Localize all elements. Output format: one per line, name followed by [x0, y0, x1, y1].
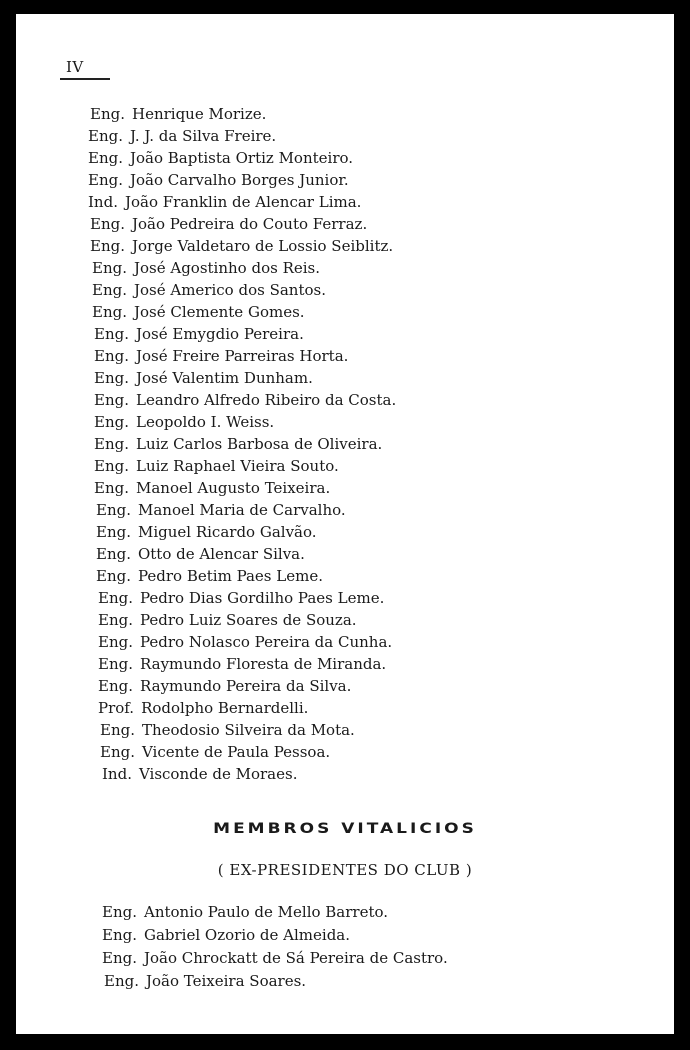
member-name: José Emygdio Pereira.: [135, 325, 304, 343]
list-item: [94, 412, 274, 432]
member-title: Eng.: [92, 281, 127, 299]
member-title: Eng.: [94, 413, 129, 431]
member-title: Eng.: [100, 721, 135, 739]
list-item: [90, 236, 393, 256]
member-title: Eng.: [96, 501, 131, 519]
member-title: Eng.: [102, 903, 137, 921]
member-title: Eng.: [98, 677, 133, 695]
member-title: Eng.: [96, 523, 131, 541]
member-title: Ind.: [102, 765, 132, 783]
member-title: Eng.: [96, 567, 131, 585]
list-item: [98, 588, 384, 608]
list-item: [96, 522, 317, 542]
list-item: [98, 654, 386, 674]
list-item: [94, 324, 304, 344]
member-name: Manoel Augusto Teixeira.: [135, 479, 331, 497]
member-title: Eng.: [98, 655, 133, 673]
list-item: [88, 170, 349, 190]
member-title: Eng.: [92, 303, 127, 321]
member-name: José Americo dos Santos.: [133, 281, 326, 299]
list-item: [94, 390, 396, 410]
list-item: [96, 544, 305, 564]
list-item: [88, 192, 361, 212]
member-name: Otto de Alencar Silva.: [137, 545, 305, 563]
member-name: Raymundo Pereira da Silva.: [139, 677, 352, 695]
list-item: [88, 148, 353, 168]
list-item: [92, 258, 320, 278]
member-title: Eng.: [90, 105, 125, 123]
list-item: [94, 434, 382, 454]
member-name: Theodosio Silveira da Mota.: [141, 721, 355, 739]
member-title: Eng.: [94, 347, 129, 365]
member-name: João Chrockatt de Sá Pereira de Castro.: [143, 949, 448, 967]
member-title: Eng.: [88, 127, 123, 145]
list-item: [90, 214, 367, 234]
list-item: [90, 104, 266, 124]
page-number-rule: [60, 78, 110, 80]
member-title: Eng.: [102, 926, 137, 944]
member-title: Eng.: [98, 589, 133, 607]
member-name: João Carvalho Borges Junior.: [129, 171, 349, 189]
member-title: Eng.: [98, 611, 133, 629]
member-name: João Pedreira do Couto Ferraz.: [131, 215, 368, 233]
member-name: Jorge Valdetaro de Lossio Seiblitz.: [131, 237, 394, 255]
list-item: [102, 764, 297, 784]
member-name: João Baptista Ortiz Monteiro.: [129, 149, 354, 167]
member-name: Luiz Raphael Vieira Souto.: [135, 457, 339, 475]
member-name: Raymundo Floresta de Miranda.: [139, 655, 387, 673]
list-item: [96, 500, 346, 520]
page-number: IV: [66, 58, 84, 76]
member-name: J. J. da Silva Freire.: [129, 127, 277, 145]
list-item: [94, 346, 348, 366]
member-name: Pedro Betim Paes Leme.: [137, 567, 323, 585]
member-name: João Teixeira Soares.: [145, 972, 307, 990]
member-title: Eng.: [94, 457, 129, 475]
member-title: Eng.: [88, 149, 123, 167]
member-name: José Clemente Gomes.: [133, 303, 305, 321]
member-title: Ind.: [88, 193, 118, 211]
member-title: Eng.: [94, 369, 129, 387]
member-title: Prof.: [98, 699, 135, 717]
member-name: Rodolpho Bernardelli.: [141, 699, 309, 717]
member-title: Eng.: [96, 545, 131, 563]
list-item: [104, 971, 306, 991]
member-title: Eng.: [102, 949, 137, 967]
section-heading: MEMBROS VITALICIOS: [213, 820, 477, 838]
member-title: Eng.: [100, 743, 135, 761]
list-item: [98, 632, 392, 652]
member-name: Leandro Alfredo Ribeiro da Costa.: [135, 391, 397, 409]
list-item: [96, 566, 323, 586]
member-name: Pedro Luiz Soares de Souza.: [139, 611, 357, 629]
list-item: [94, 478, 330, 498]
list-item: [98, 676, 351, 696]
member-name: Gabriel Ozorio de Almeida.: [143, 926, 351, 944]
member-name: Antonio Paulo de Mello Barreto.: [143, 903, 389, 921]
member-title: Eng.: [94, 325, 129, 343]
book-page: [16, 14, 674, 1034]
list-item: [92, 280, 326, 300]
member-name: Henrique Morize.: [131, 105, 267, 123]
member-name: José Freire Parreiras Horta.: [135, 347, 349, 365]
member-title: Eng.: [104, 972, 139, 990]
list-item: [100, 720, 355, 740]
list-item: [94, 368, 313, 388]
section-subheading: ( EX-PRESIDENTES DO CLUB ): [217, 861, 473, 879]
member-name: Manoel Maria de Carvalho.: [137, 501, 346, 519]
member-title: Eng.: [98, 633, 133, 651]
member-name: José Valentim Dunham.: [135, 369, 313, 387]
member-name: Luiz Carlos Barbosa de Oliveira.: [135, 435, 383, 453]
list-item: [98, 698, 308, 718]
list-item: [98, 610, 357, 630]
member-name: Pedro Nolasco Pereira da Cunha.: [139, 633, 393, 651]
member-title: Eng.: [94, 479, 129, 497]
member-title: Eng.: [94, 391, 129, 409]
member-title: Eng.: [90, 237, 125, 255]
member-name: Miguel Ricardo Galvão.: [137, 523, 317, 541]
list-item: [88, 126, 276, 146]
member-name: João Franklin de Alencar Lima.: [124, 193, 362, 211]
member-title: Eng.: [88, 171, 123, 189]
member-name: Visconde de Moraes.: [138, 765, 298, 783]
list-item: [92, 302, 305, 322]
member-name: José Agostinho dos Reis.: [133, 259, 321, 277]
member-name: Leopoldo I. Weiss.: [135, 413, 275, 431]
list-item: [94, 456, 339, 476]
list-item: [100, 742, 330, 762]
member-name: Vicente de Paula Pessoa.: [141, 743, 331, 761]
member-name: Pedro Dias Gordilho Paes Leme.: [139, 589, 385, 607]
list-item: [102, 925, 350, 945]
list-item: [102, 948, 448, 968]
member-title: Eng.: [90, 215, 125, 233]
list-item: [102, 902, 388, 922]
member-title: Eng.: [92, 259, 127, 277]
member-title: Eng.: [94, 435, 129, 453]
